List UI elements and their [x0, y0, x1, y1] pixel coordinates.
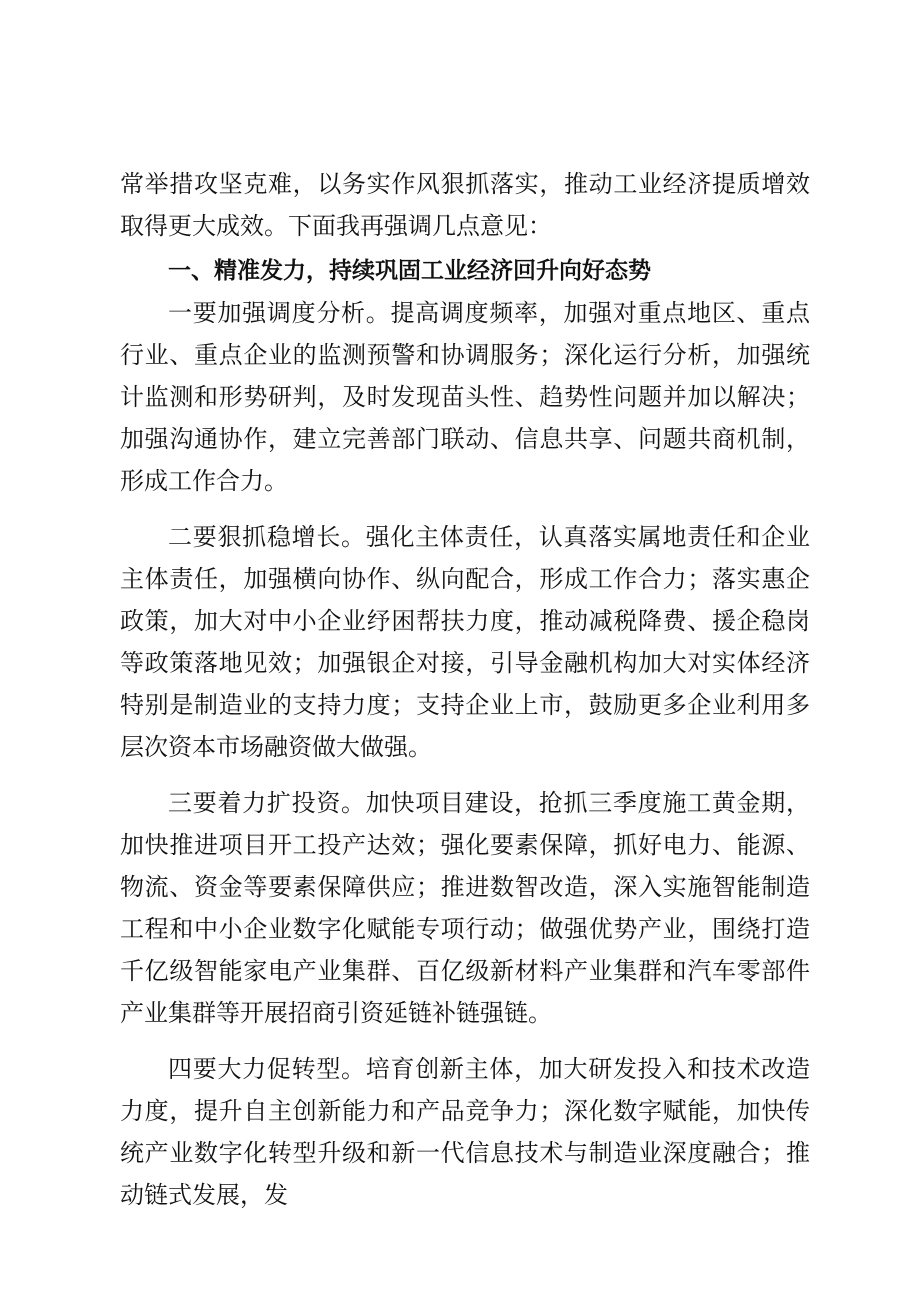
- paragraph-strengthen-dispatch: 一要加强调度分析。提高调度频率，加强对重点地区、重点行业、重点企业的监测预警和协调服务；深化运行分析，加强统计监测和形势研判，及时发现苗头性、趋势性问题并加以解决；加强沟通协作，建立完善部门联动、信息共享、问题共商机制，形成工作合力。: [120, 299, 810, 495]
- document-body: [120, 163, 810, 1216]
- section-heading: 一、精准发力，持续巩固工业经济回升向好态势: [168, 258, 651, 284]
- paragraph-promote-transformation: 四要大力促转型。培育创新主体，加大研发投入和技术改造力度，提升自主创新能力和产品竞争力；深化数字赋能，加快传统产业数字化转型升级和新一代信息技术与制造业深度融合；推动链式发展，发: [120, 1055, 810, 1209]
- paragraph-expand-investment: 三要着力扩投资。加快项目建设，抢抓三季度施工黄金期，加快推进项目开工投产达效；强化要素保障，抓好电力、能源、物流、资金等要素保障供应；推进数智改造，深入实施智能制造工程和中小企业数字化赋能专项行动；做强优势产业，围绕打造千亿级智能家电产业集群、百亿级新材料产业集群和汽车零部件产业集群等开展招商引资延链补链强链。: [120, 789, 810, 1027]
- intro-paragraph: 常举措攻坚克难，以务实作风狠抓落实，推动工业经济提质增效取得更大成效。下面我再强调几点意见：: [120, 170, 810, 240]
- paragraph-stabilize-growth: 二要狠抓稳增长。强化主体责任，认真落实属地责任和企业主体责任，加强横向协作、纵向配合，形成工作合力；落实惠企政策，加大对中小企业纾困帮扶力度，推动减税降费、援企稳岗等政策落地见效；加强银企对接，引导金融机构加大对实体经济特别是制造业的支持力度；支持企业上市，鼓励更多企业利用多层次资本市场融资做大做强。: [120, 523, 810, 761]
